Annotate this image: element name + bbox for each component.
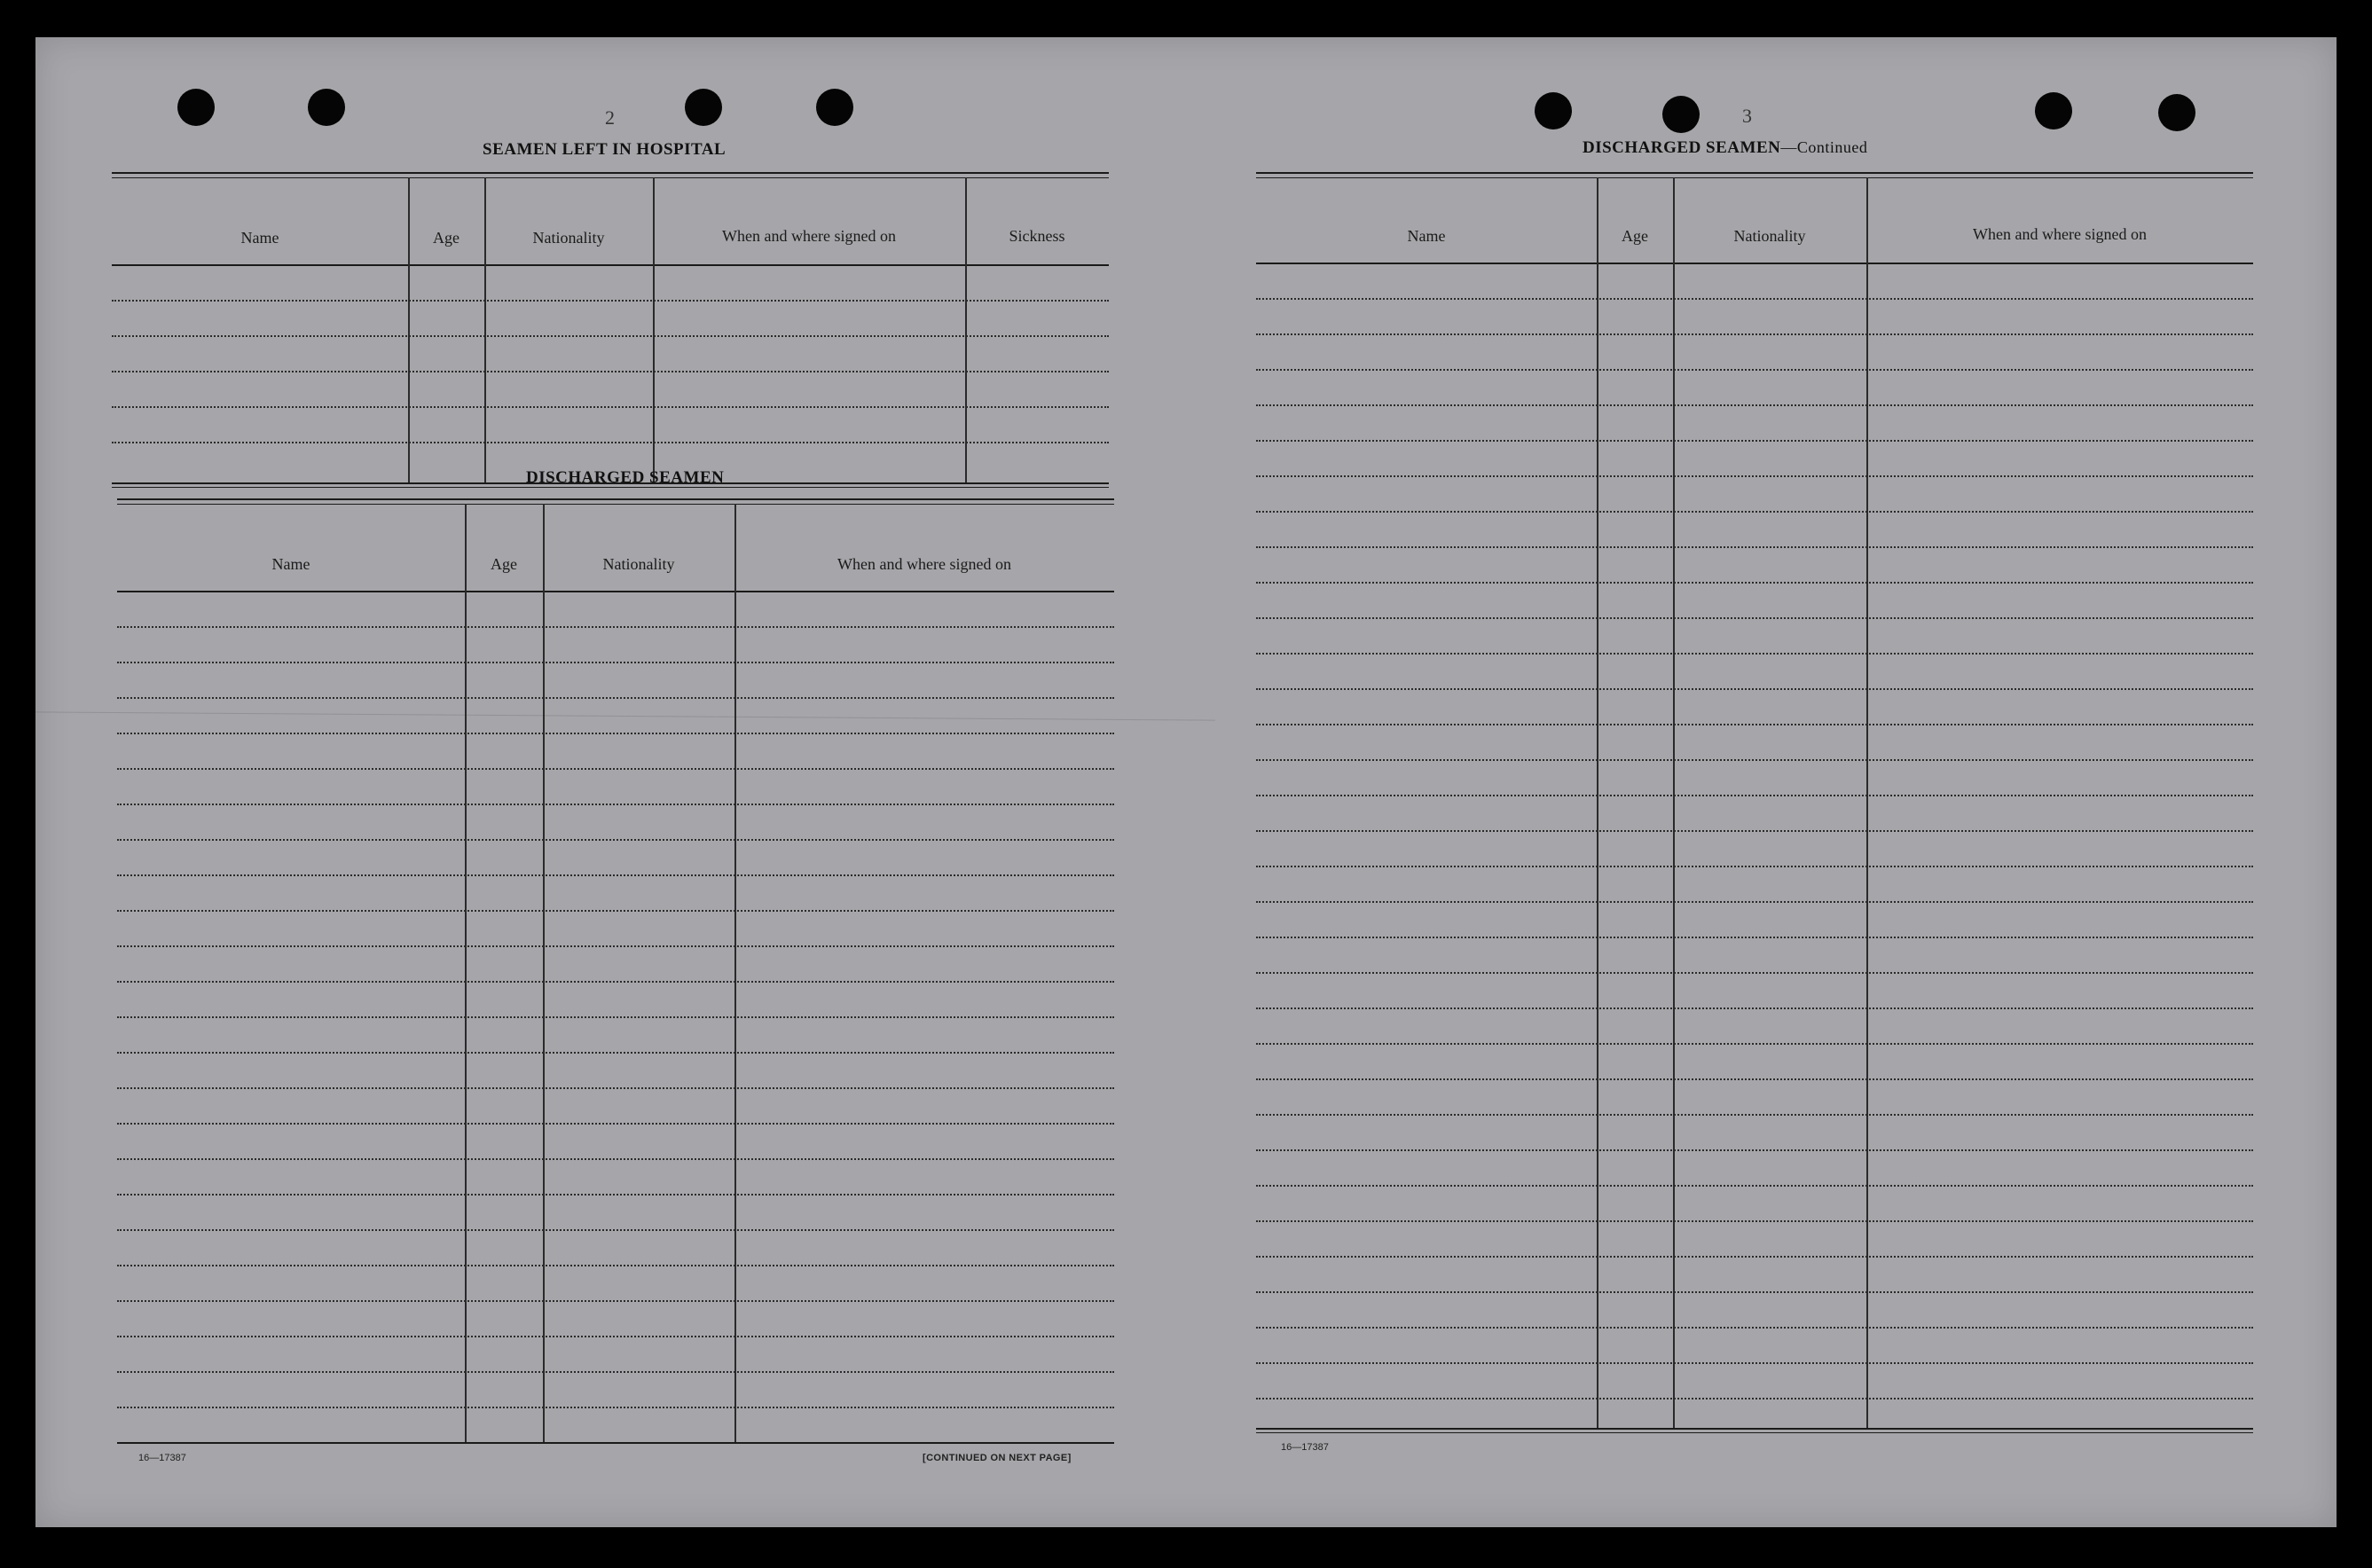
column-header: Nationality <box>602 555 675 573</box>
hospital-section-title: SEAMEN LEFT IN HOSPITAL <box>483 140 727 159</box>
row-line <box>117 981 1114 983</box>
row-line <box>117 1158 1114 1160</box>
table-bottom-rule <box>117 1442 1114 1444</box>
row-line <box>1256 653 2253 655</box>
row-line <box>1256 1114 2253 1116</box>
row-line <box>117 1016 1114 1018</box>
row-line <box>117 1407 1114 1408</box>
row-line <box>117 1265 1114 1266</box>
row-line <box>1256 333 2253 335</box>
row-line <box>117 804 1114 805</box>
discharged-section-title: DISCHARGED SEAMEN <box>526 468 725 487</box>
discharged-table-right <box>1256 172 2253 1431</box>
table-bottom-rule <box>1256 1428 2253 1430</box>
punch-hole <box>2158 94 2195 131</box>
hospital-table <box>112 172 1109 486</box>
row-line <box>117 1087 1114 1089</box>
row-line <box>1256 1291 2253 1293</box>
row-line <box>1256 546 2253 548</box>
row-line <box>112 335 1109 337</box>
row-line <box>1256 511 2253 513</box>
row-line <box>117 1371 1114 1373</box>
row-line <box>1256 724 2253 725</box>
row-line <box>1256 369 2253 371</box>
column-divider <box>1866 177 1868 1428</box>
row-line <box>117 874 1114 876</box>
column-divider <box>543 504 545 1442</box>
row-line <box>117 697 1114 699</box>
column-header: Name <box>271 555 310 573</box>
row-line <box>117 839 1114 841</box>
punch-hole <box>1535 92 1572 129</box>
column-header: When and where signed on <box>722 227 896 245</box>
punch-hole <box>177 89 215 126</box>
column-header: Sickness <box>1009 227 1065 245</box>
row-line <box>117 626 1114 628</box>
column-header: When and where signed on <box>837 555 1011 573</box>
column-divider <box>1673 177 1675 1428</box>
punch-hole <box>308 89 345 126</box>
form-code-right: 16—17387 <box>1281 1442 1329 1453</box>
row-line <box>1256 617 2253 619</box>
row-line <box>1256 1078 2253 1080</box>
row-line <box>112 442 1109 443</box>
row-line <box>1256 830 2253 832</box>
column-divider <box>484 177 486 482</box>
row-line <box>1256 972 2253 974</box>
column-header: Nationality <box>1733 227 1806 245</box>
row-line <box>1256 440 2253 442</box>
row-line <box>117 1229 1114 1231</box>
row-line <box>1256 582 2253 584</box>
row-line <box>1256 404 2253 406</box>
table-bottom-rule <box>1256 1432 2253 1433</box>
column-divider <box>465 504 467 1442</box>
row-line <box>1256 298 2253 300</box>
punch-hole <box>1662 96 1700 133</box>
column-header: Age <box>491 555 517 573</box>
row-line <box>1256 1007 2253 1009</box>
discharged-table-left <box>117 498 1114 1447</box>
row-line <box>1256 475 2253 477</box>
title-main: DISCHARGED SEAMEN <box>1583 138 1781 157</box>
row-line <box>117 910 1114 912</box>
column-header: Nationality <box>532 229 605 247</box>
row-line <box>1256 1398 2253 1399</box>
row-line <box>1256 1362 2253 1364</box>
row-line <box>112 371 1109 372</box>
row-line <box>1256 901 2253 903</box>
row-line <box>117 945 1114 947</box>
form-code-left: 16—17387 <box>138 1453 186 1463</box>
row-line <box>1256 1043 2253 1045</box>
title-suffix: —Continued <box>1780 138 1868 156</box>
row-line <box>1256 759 2253 761</box>
column-divider <box>965 177 967 482</box>
row-line <box>117 1123 1114 1125</box>
column-header: Name <box>240 229 279 247</box>
column-divider <box>653 177 655 482</box>
column-header: Age <box>433 229 459 247</box>
row-line <box>1256 866 2253 867</box>
ledger-sheet <box>35 37 2337 1527</box>
punch-hole <box>2035 92 2072 129</box>
punch-hole <box>685 89 722 126</box>
column-header: Name <box>1407 227 1446 245</box>
row-line <box>1256 1220 2253 1222</box>
punch-hole <box>816 89 853 126</box>
continued-note: [CONTINUED ON NEXT PAGE] <box>923 1453 1072 1463</box>
page-number-right: 3 <box>1742 105 1752 127</box>
row-line <box>117 733 1114 734</box>
row-line <box>117 1052 1114 1054</box>
row-line <box>117 768 1114 770</box>
column-header: When and where signed on <box>1973 225 2147 243</box>
row-line <box>117 1194 1114 1196</box>
row-line <box>1256 1256 2253 1258</box>
column-divider <box>734 504 736 1442</box>
row-line <box>112 300 1109 302</box>
row-line <box>112 406 1109 408</box>
row-line <box>1256 1327 2253 1329</box>
row-line <box>1256 688 2253 690</box>
row-line <box>117 1300 1114 1302</box>
row-line <box>1256 1149 2253 1151</box>
row-line <box>1256 795 2253 796</box>
row-line <box>117 662 1114 663</box>
column-header: Age <box>1622 227 1648 245</box>
discharged-continued-title <box>1583 138 1867 158</box>
column-divider <box>1597 177 1598 1428</box>
row-line <box>1256 1185 2253 1187</box>
page-number-left: 2 <box>605 106 615 129</box>
row-line <box>1256 937 2253 938</box>
column-divider <box>408 177 410 482</box>
row-line <box>117 1336 1114 1337</box>
